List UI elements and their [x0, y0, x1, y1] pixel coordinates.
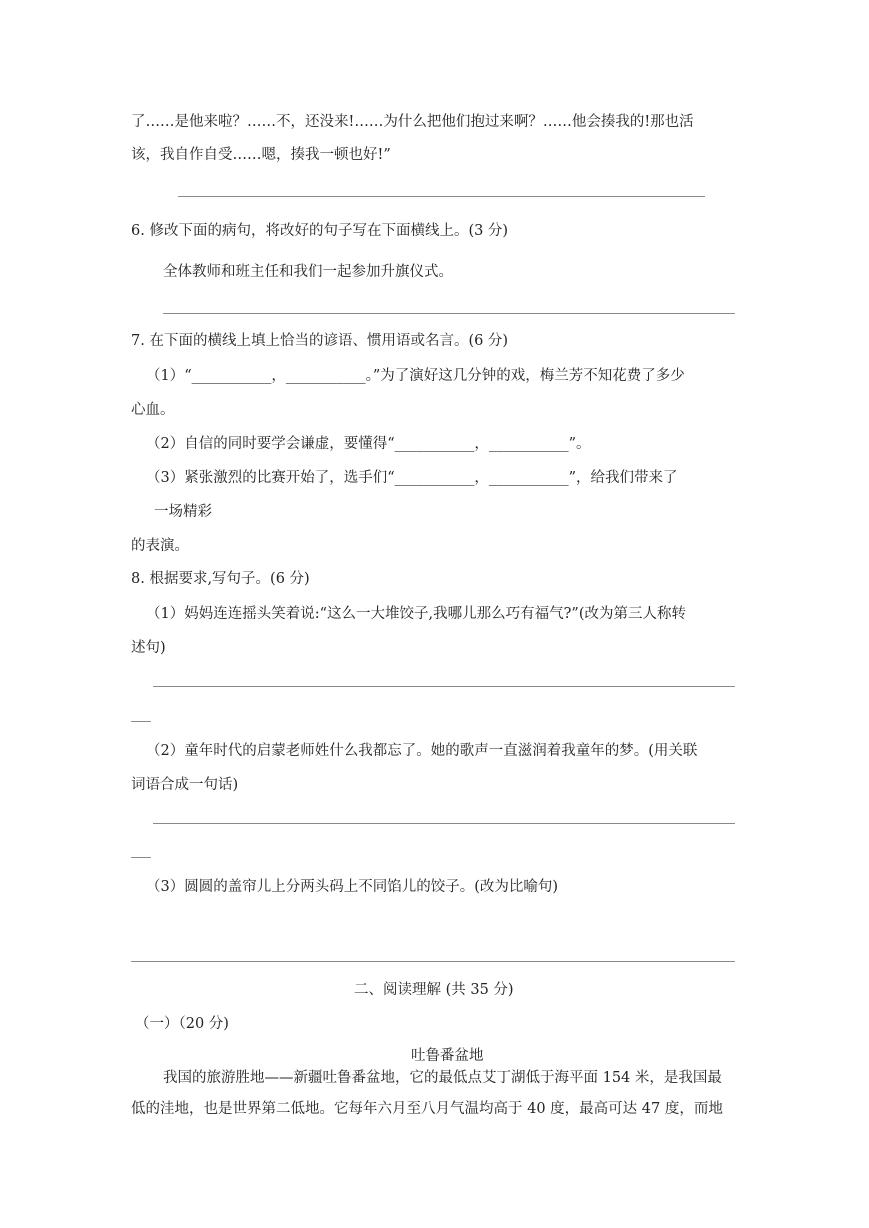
question-8-item-2: （2）童年时代的启蒙老师姓什么我都忘了。她的歌声一直滋润着我童年的梦。(用关联 — [146, 743, 698, 759]
section-2-heading: 二、阅读理解 (共 35 分) — [354, 982, 514, 998]
question-6-title: 6. 修改下面的病句，将改好的句子写在下面横线上。(3 分) — [131, 223, 509, 239]
question-8-item-1: （1）妈妈连连摇头笑着说:“这么一大堆饺子,我哪儿那么巧有福气?”(改为第三人称转 — [146, 606, 686, 622]
article-paragraph-line-1: 我国的旅游胜地——新疆吐鲁番盆地，它的最低点艾丁湖低于海平面 154 米，是我国最 — [163, 1070, 722, 1086]
answer-line-tail — [131, 857, 151, 858]
question-7-title: 7. 在下面的横线上填上恰当的谚语、惯用语或名言。(6 分) — [131, 333, 509, 349]
question-6-sentence: 全体教师和班主任和我们一起参加升旗仪式。 — [163, 264, 453, 280]
question-7-item-3-cont: 一场精彩 — [154, 504, 212, 520]
answer-line — [153, 823, 735, 824]
question-7-item-3-end: 的表演。 — [131, 538, 189, 554]
question-7-item-1: （1）“___________，___________。”为了演好这几分钟的戏，梅兰芳不知花费了多少 — [146, 368, 685, 384]
intro-line-1: 了……是他来啦？……不，还没来!……为什么把他们抱过来啊？……他会揍我的!那也活 — [131, 114, 694, 130]
question-8-title: 8. 根据要求,写句子。(6 分) — [131, 571, 310, 587]
answer-line — [178, 196, 705, 197]
answer-line — [153, 686, 735, 687]
question-8-item-1-cont: 述句) — [131, 640, 166, 656]
article-title: 吐鲁番盆地 — [411, 1048, 484, 1064]
answer-line — [131, 961, 735, 962]
intro-line-2: 该，我自作自受……嗯，揍我一顿也好!” — [131, 147, 391, 163]
question-8-item-2-cont: 词语合成一句话) — [131, 777, 239, 793]
question-7-item-2: （2）自信的同时要学会谦虚，要懂得“___________，___________”。 — [146, 436, 591, 452]
article-paragraph-line-2: 低的洼地，也是世界第二低地。它每年六月至八月气温均高于 40 度，最高可达 47 度，而地 — [131, 1101, 723, 1117]
reading-part-1-label: （一）（20 分) — [135, 1016, 229, 1032]
answer-line — [163, 313, 735, 314]
question-7-item-1-cont: 心血。 — [131, 402, 175, 418]
question-7-item-3: （3）紧张激烈的比赛开始了，选手们“___________，___________”，给我们带来了 — [146, 470, 678, 486]
question-8-item-3: （3）圆圆的盖帘儿上分两头码上不同馅儿的饺子。(改为比喻句) — [146, 879, 559, 895]
answer-line-tail — [131, 721, 151, 722]
